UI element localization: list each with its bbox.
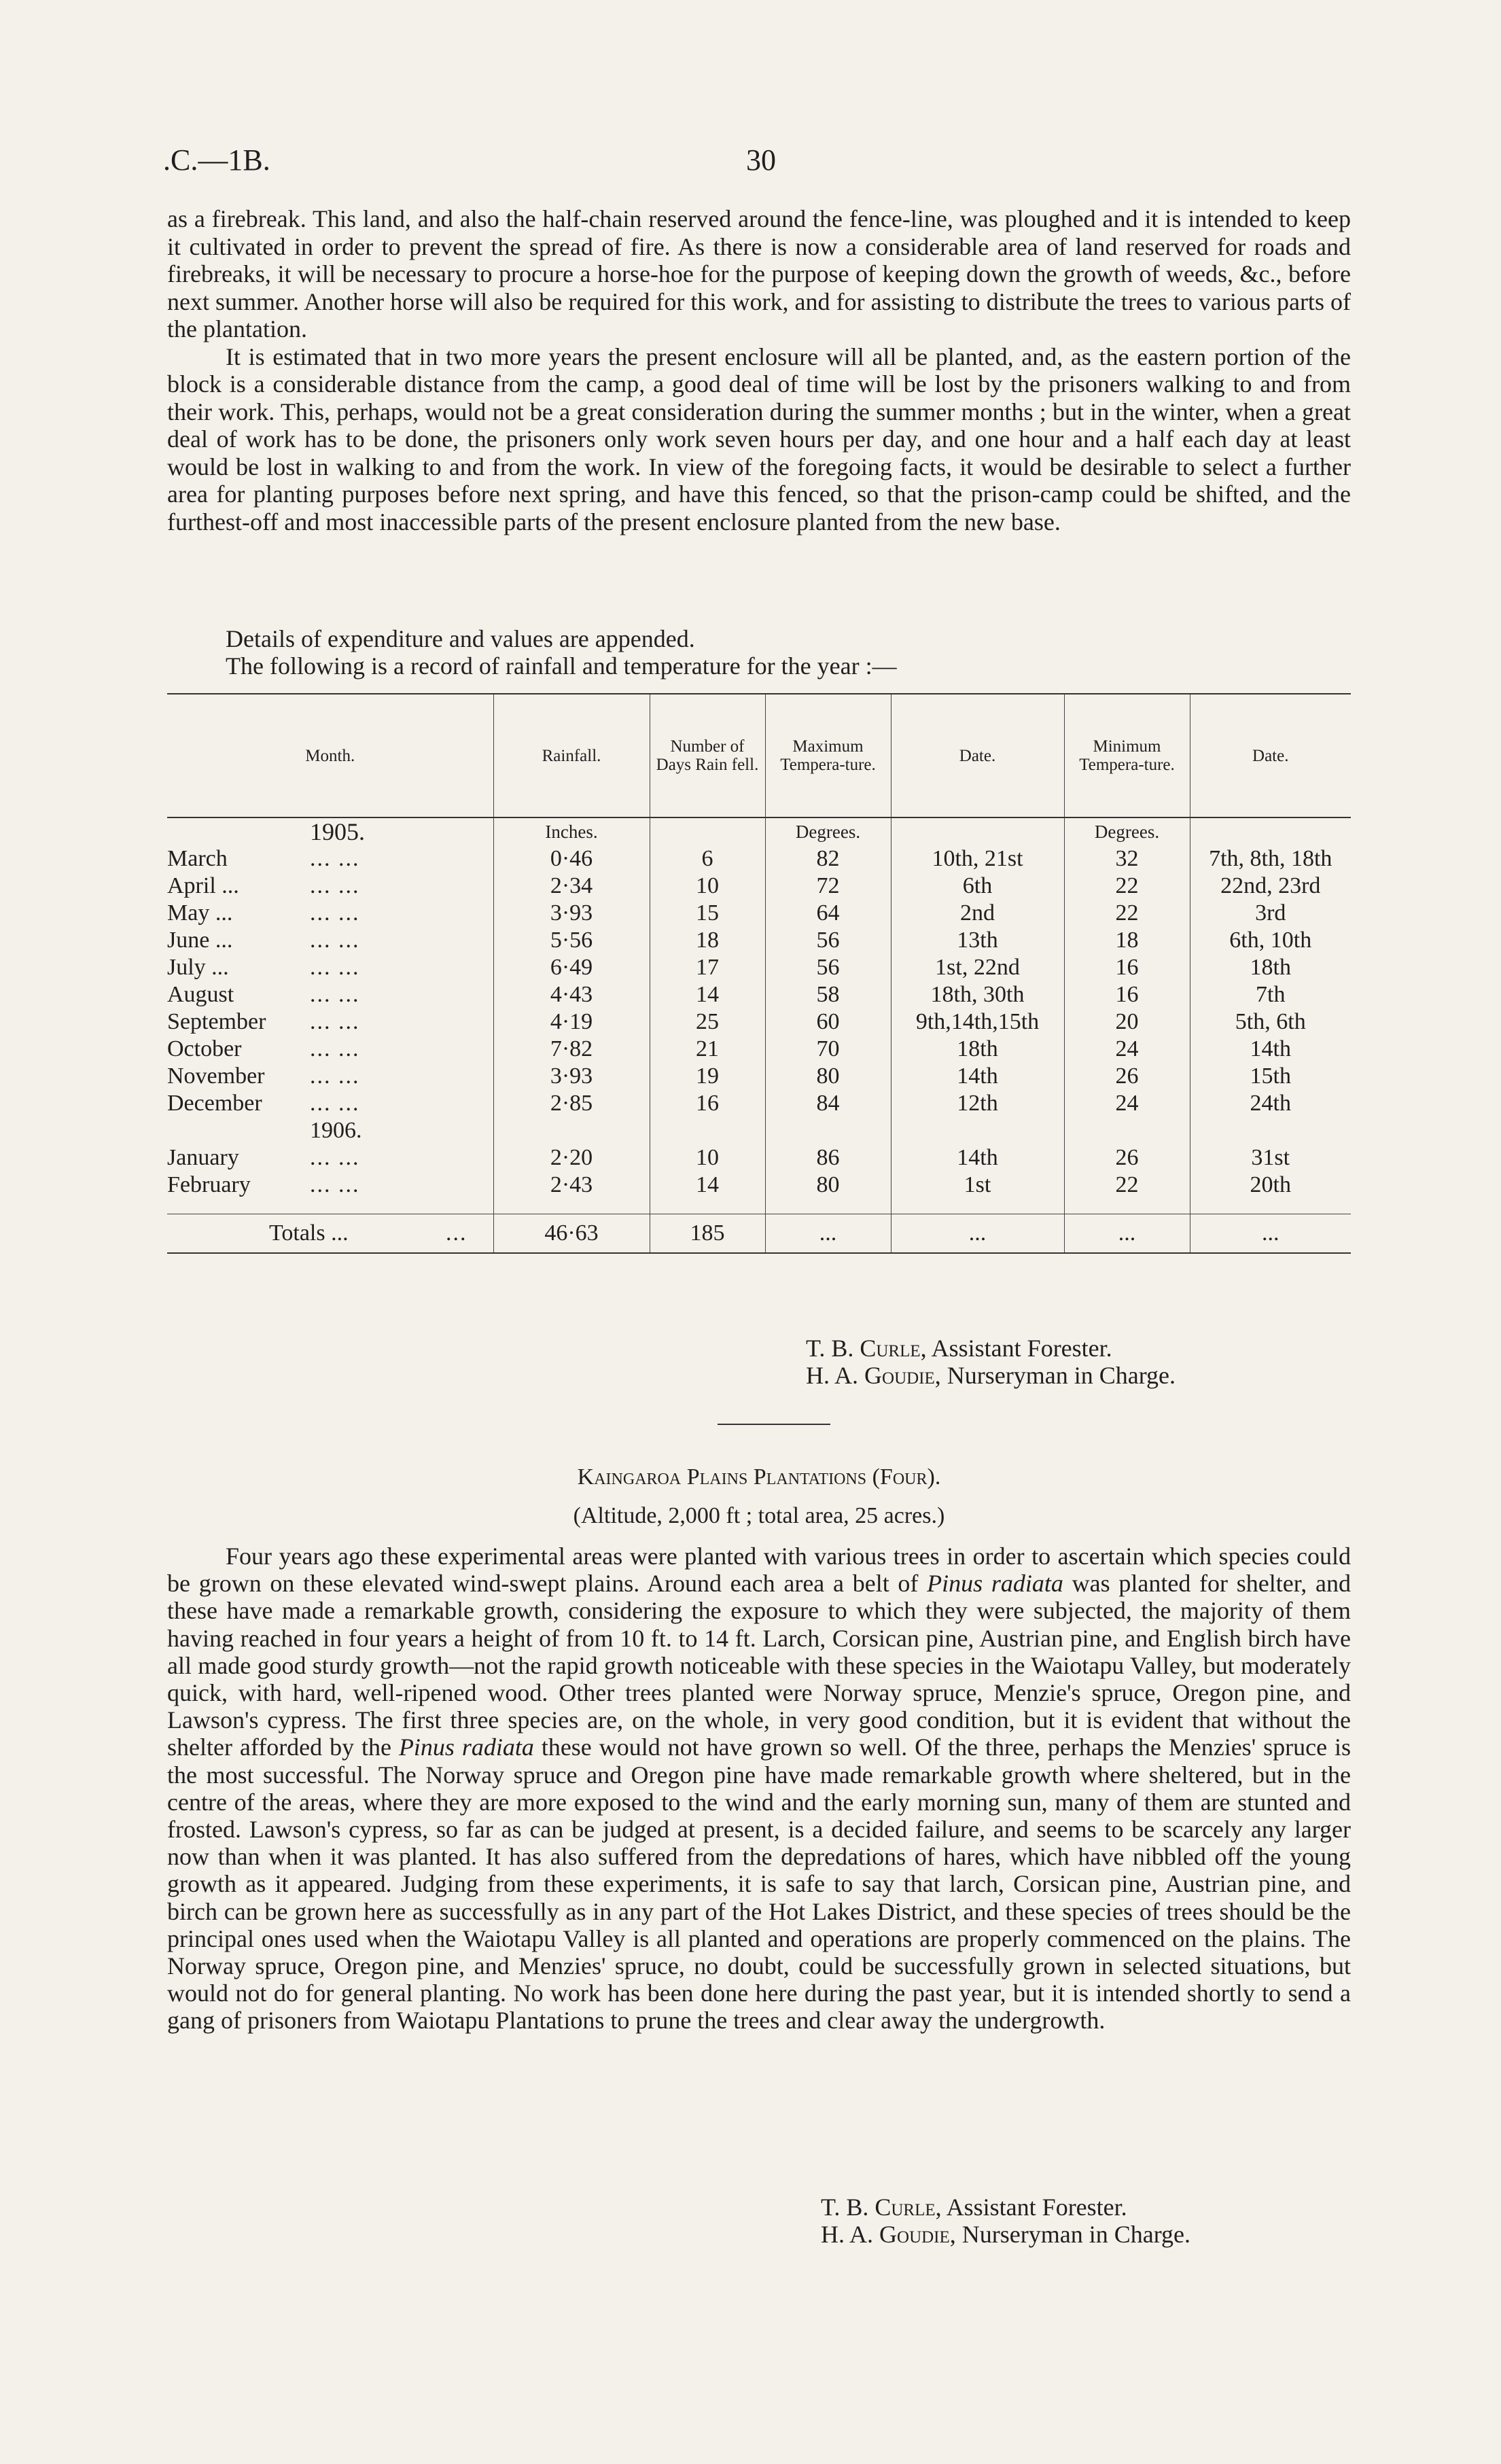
table-row (167, 927, 1351, 954)
cell-min: 16 (1064, 981, 1190, 1008)
units-row (167, 817, 1351, 845)
cell-rain: 6·49 (493, 954, 650, 981)
cell-min: 22 (1064, 873, 1190, 900)
year-1905: 1905. (310, 818, 365, 845)
leader-dots: ... ... (310, 1063, 360, 1089)
unit-rainfall: Inches. (493, 817, 650, 845)
cell-min: 26 (1064, 1063, 1190, 1090)
month-cell (167, 1036, 493, 1063)
cell-max-date: 10th, 21st (891, 845, 1064, 873)
table-row (167, 1090, 1351, 1117)
cell-max: 80 (765, 1063, 891, 1090)
leader-dots: ... ... (310, 1009, 360, 1034)
cell-max: 86 (765, 1144, 891, 1172)
cell-min: 18 (1064, 927, 1190, 954)
table-row (167, 1172, 1351, 1199)
cell-rain: 7·82 (493, 1036, 650, 1063)
section-divider (718, 1424, 830, 1425)
col-max-date: Date. (891, 694, 1064, 817)
month-cell (167, 927, 493, 954)
cell-days: 14 (650, 1172, 765, 1199)
table-row (167, 1144, 1351, 1172)
cell-max-date: 18th (891, 1036, 1064, 1063)
signature-block-2 (821, 2194, 1190, 2248)
cell-max-date: 6th (891, 873, 1064, 900)
leader-dots: ... ... (310, 1172, 360, 1197)
paragraph-firebreak: as a firebreak. This land, and also the half-chain reserved around the fence-line, was ploughed and it is intended to keep it cultivated in order to prevent the spread of fire. As there is now a considerable area of land reserved for roads and firebreaks, it will be necessary to procure a horse-hoe for the purpose of keeping down the growth of weeds, &c., before next summer. Another horse will also be required for this work, and for assisting to distribute the trees to various parts of the plantation. (167, 205, 1351, 342)
cell-max-date: 1st, 22nd (891, 954, 1064, 981)
leader-dots: ... ... (310, 1091, 360, 1116)
cell-max: 64 (765, 900, 891, 927)
section-subheading: (Altitude, 2,000 ft ; total area, 25 acres.) (573, 1503, 945, 1528)
cell-max: 56 (765, 927, 891, 954)
month-name: July ... (167, 955, 229, 980)
rows-1905 (167, 845, 1351, 1117)
cell-min-date: 20th (1190, 1172, 1351, 1199)
month-name: February (167, 1172, 251, 1197)
cell-max-date: 2nd (891, 900, 1064, 927)
totals-label: Totals ... (269, 1220, 349, 1246)
cell-min: 22 (1064, 900, 1190, 927)
month-name: October (167, 1036, 242, 1061)
cell-min: 32 (1064, 845, 1190, 873)
year-row-1906 (167, 1117, 1351, 1144)
cell-min-date: 5th, 6th (1190, 1008, 1351, 1036)
paragraph-enclosure: It is estimated that in two more years the present enclosure will all be planted, and, as the eastern portion of the block is a considerable distance from the camp, a good deal of time will be lost by the prisoners walking to and from their work. This, perhaps, would not be a great consideration during the summer months ; but in the winter, when a great deal of work has to be done, the prisoners only work seven hours per day, and one hour and a half each day at least would be lost in walking to and from the work. In view of the foregoing facts, it would be desirable to select a further area for planting purposes before next spring, and have this fenced, so that the prison-camp could be shifted, and the furthest-off and most inaccessible parts of the present enclosure planted from the new base. (167, 342, 1351, 535)
cell-rain: 4·43 (493, 981, 650, 1008)
page-header (163, 143, 1352, 190)
month-cell (167, 1008, 493, 1036)
cell-days: 18 (650, 927, 765, 954)
rainfall-temperature-table (167, 693, 1351, 1254)
cell-max-date: 13th (891, 927, 1064, 954)
leader-dots: ... ... (310, 1036, 360, 1061)
cell-max-date: 18th, 30th (891, 981, 1064, 1008)
cell-max: 70 (765, 1036, 891, 1063)
section-heading: Kaingaroa Plains Plantations (Four). (577, 1464, 941, 1490)
table-row (167, 1036, 1351, 1063)
table-row (167, 954, 1351, 981)
cell-max: 84 (765, 1090, 891, 1117)
totals-rain: 46·63 (493, 1214, 650, 1254)
month-name: November (167, 1063, 265, 1089)
totals-row (167, 1214, 1351, 1254)
month-cell (167, 1063, 493, 1090)
month-name: December (167, 1091, 262, 1116)
cell-days: 21 (650, 1036, 765, 1063)
cell-min-date: 6th, 10th (1190, 927, 1351, 954)
month-cell (167, 954, 493, 981)
cell-rain: 2·34 (493, 873, 650, 900)
col-min-date: Date. (1190, 694, 1351, 817)
cell-max-date: 1st (891, 1172, 1064, 1199)
cell-min: 22 (1064, 1172, 1190, 1199)
leader-dots: ... ... (310, 900, 360, 926)
cell-min: 24 (1064, 1036, 1190, 1063)
cell-min-date: 31st (1190, 1144, 1351, 1172)
cell-rain: 2·43 (493, 1172, 650, 1199)
table-row (167, 845, 1351, 873)
cell-days: 16 (650, 1090, 765, 1117)
totals-max: ... (765, 1214, 891, 1254)
cell-min-date: 22nd, 23rd (1190, 873, 1351, 900)
spacer-row (167, 1199, 1351, 1214)
table-row (167, 873, 1351, 900)
leader-dots: ... ... (310, 955, 360, 980)
table-row (167, 1063, 1351, 1090)
cell-max: 56 (765, 954, 891, 981)
month-name: January (167, 1145, 239, 1170)
cell-days: 17 (650, 954, 765, 981)
totals-days: 185 (650, 1214, 765, 1254)
month-name: April ... (167, 873, 239, 898)
leader-dots: ... ... (310, 928, 360, 953)
cell-min-date: 3rd (1190, 900, 1351, 927)
leader-dots: ... ... (310, 873, 360, 898)
leader-dots: ... ... (310, 846, 360, 871)
intro-lines (167, 625, 1351, 680)
cell-min-date: 15th (1190, 1063, 1351, 1090)
report-reference: .C.—1B. (163, 143, 270, 177)
cell-max: 60 (765, 1008, 891, 1036)
month-cell (167, 1144, 493, 1172)
cell-rain: 5·56 (493, 927, 650, 954)
month-cell (167, 873, 493, 900)
cell-max: 80 (765, 1172, 891, 1199)
cell-max: 58 (765, 981, 891, 1008)
cell-min: 20 (1064, 1008, 1190, 1036)
col-min-temp: Minimum Tempera-ture. (1064, 694, 1190, 817)
rows-1906 (167, 1144, 1351, 1199)
cell-min: 24 (1064, 1090, 1190, 1117)
cell-rain: 3·93 (493, 900, 650, 927)
month-cell (167, 900, 493, 927)
month-name: May ... (167, 900, 233, 926)
totals-min: ... (1064, 1214, 1190, 1254)
record-intro: The following is a record of rainfall and temperature for the year :— (226, 652, 897, 680)
cell-min: 16 (1064, 954, 1190, 981)
cell-max-date: 12th (891, 1090, 1064, 1117)
table-row (167, 900, 1351, 927)
col-month: Month. (167, 694, 493, 817)
month-name: September (167, 1009, 266, 1034)
cell-max: 82 (765, 845, 891, 873)
month-name: August (167, 982, 234, 1007)
cell-max-date: 14th (891, 1144, 1064, 1172)
table-row (167, 981, 1351, 1008)
cell-min-date: 7th (1190, 981, 1351, 1008)
col-max-temp: Maximum Tempera-ture. (765, 694, 891, 817)
totals-min-date: ... (1190, 1214, 1351, 1254)
totals-dots: ... (446, 1220, 467, 1246)
cell-days: 14 (650, 981, 765, 1008)
table-header-row (167, 694, 1351, 817)
month-cell (167, 1172, 493, 1199)
cell-days: 10 (650, 1144, 765, 1172)
leader-dots: ... ... (310, 982, 360, 1007)
cell-days: 15 (650, 900, 765, 927)
month-cell (167, 845, 493, 873)
page-number: 30 (746, 143, 776, 177)
cell-min-date: 18th (1190, 954, 1351, 981)
body-text-top (167, 205, 1351, 535)
unit-min: Degrees. (1064, 817, 1190, 845)
cell-days: 25 (650, 1008, 765, 1036)
year-1906: 1906. (310, 1118, 362, 1143)
cell-rain: 2·85 (493, 1090, 650, 1117)
signature-goudie: H. A. Goudie, Nurseryman in Charge. (806, 1362, 1176, 1389)
cell-max-date: 14th (891, 1063, 1064, 1090)
cell-rain: 2·20 (493, 1144, 650, 1172)
cell-min: 26 (1064, 1144, 1190, 1172)
col-rainfall: Rainfall. (493, 694, 650, 817)
cell-min-date: 24th (1190, 1090, 1351, 1117)
paragraph-kaingaroa: Four years ago these experimental areas were planted with various trees in order to ascertain which species could be grown on these elevated wind-swept plains. Around each area a belt of Pinus radiata was planted for shelter, and these have made a remarkable growth, considering the exposure to which they were subjected, the majority of them having reached in four years a height of from 10 ft. to 14 ft. Larch, Corsican pine, Austrian pine, and English birch have all made good sturdy growth—not the rapid growth noticeable with these species in the Waiotapu Valley, but moderately quick, with hard, well-ripened wood. Other trees planted were Norway spruce, Menzie's spruce, Oregon pine, and Lawson's cypress. The first three species are, on the whole, in very good condition, but it is evident that without the shelter afforded by the Pinus radiata these would not have grown so well. Of the three, perhaps the Menzies' spruce is the most successful. The Norway spruce and Oregon pine have made remarkable growth where sheltered, but in the centre of the areas, where they are more exposed to the wind and the early morning sun, many of them are stunted and frosted. Lawson's cypress, so far as can be judged at present, is a decided failure, and seems to be scarcely any larger now than when it was planted. It has also suffered from the depredations of hares, which have nibbled off the young growth as it appeared. Judging from these experiments, it is safe to say that larch, Corsican pine, Austrian pine, and birch can be grown here as successfully as in any part of the Hot Lakes District, and these species of trees should be the principal ones used when the Waiotapu Valley is all planted and operations are properly commenced on the plains. The Norway spruce, Oregon pine, and Menzies' spruce, no doubt, could be successfully grown in selected situations, but would not do for general planting. No work has been done here during the past year, but it is intended shortly to send a gang of prisoners from Waiotapu Plantations to prune the trees and clear away the undergrowth. (167, 1543, 1351, 2035)
totals-max-date: ... (891, 1214, 1064, 1254)
cell-rain: 0·46 (493, 845, 650, 873)
cell-days: 6 (650, 845, 765, 873)
cell-rain: 4·19 (493, 1008, 650, 1036)
month-cell (167, 981, 493, 1008)
cell-days: 19 (650, 1063, 765, 1090)
month-name: March (167, 846, 228, 871)
cell-days: 10 (650, 873, 765, 900)
cell-rain: 3·93 (493, 1063, 650, 1090)
signature-curle: T. B. Curle, Assistant Forester. (806, 1335, 1112, 1362)
expenditure-note: Details of expenditure and values are appended. (226, 625, 695, 652)
signature-block-1 (806, 1335, 1176, 1389)
body-text-kaingaroa (167, 1543, 1351, 2035)
col-rain-days: Number of Days Rain fell. (650, 694, 765, 817)
leader-dots: ... ... (310, 1145, 360, 1170)
cell-max-date: 9th,14th,15th (891, 1008, 1064, 1036)
cell-min-date: 7th, 8th, 18th (1190, 845, 1351, 873)
month-cell (167, 1090, 493, 1117)
cell-max: 72 (765, 873, 891, 900)
signature-goudie-2: H. A. Goudie, Nurseryman in Charge. (821, 2221, 1191, 2248)
signature-curle-2: T. B. Curle, Assistant Forester. (821, 2194, 1127, 2221)
table-row (167, 1008, 1351, 1036)
unit-max: Degrees. (765, 817, 891, 845)
cell-min-date: 14th (1190, 1036, 1351, 1063)
totals-label-cell (167, 1214, 493, 1254)
month-name: June ... (167, 928, 233, 953)
